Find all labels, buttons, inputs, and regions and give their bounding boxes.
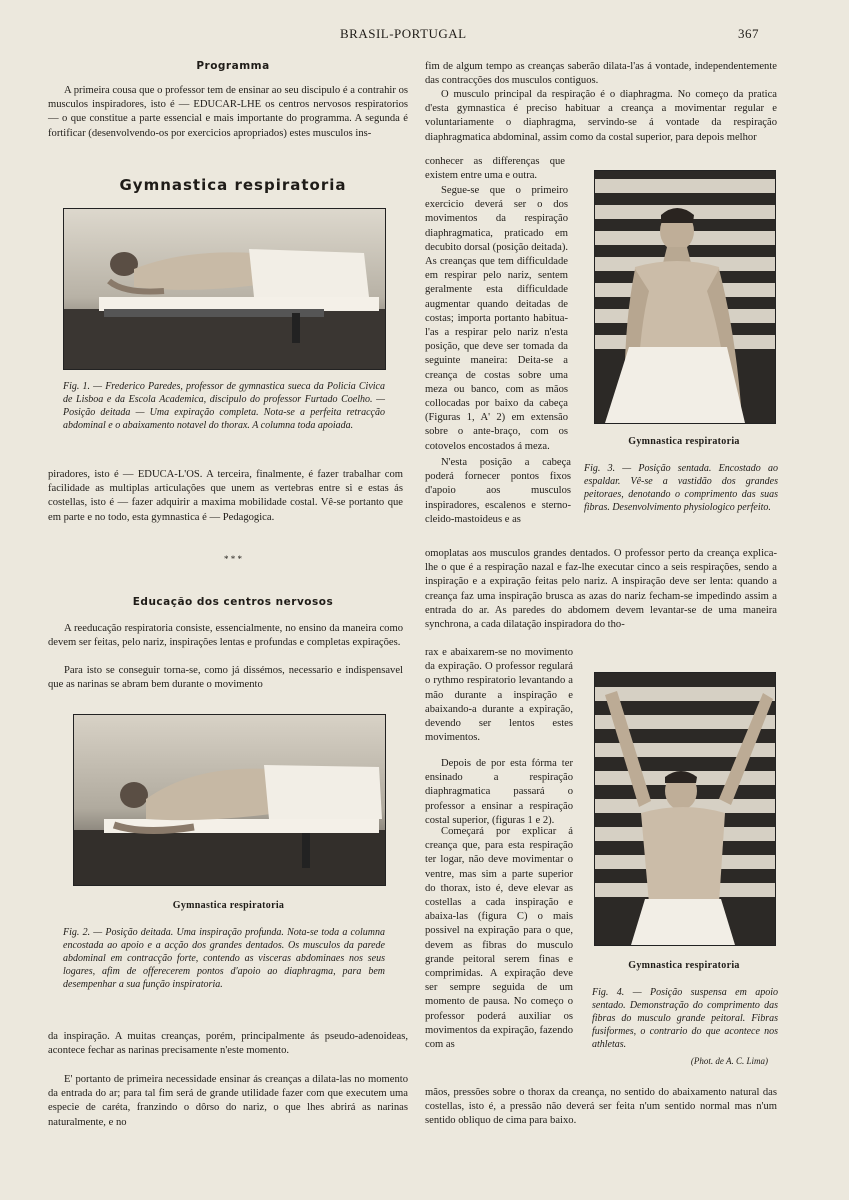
paragraph: A reeducação respiratoria consiste, essencialmente, no ensino da maneira como devem ser feitas, pelo nariz, inspirações lentas e profundas e completas expirações. [48,623,403,649]
paragraph: Para isto se conseguir torna-se, como já dissémos, necessario e indispensavel que as narinas se abram bem durante o movimento [48,665,403,691]
page-number: 367 [738,26,759,41]
main-title: Gymnastica respiratoria [119,176,347,194]
figure-3-caption: Fig. 3. — Posição sentada. Encostado ao espaldar. Vê-se a vastidão dos grandes peitoraes, denotando o comprimento das suas fibras. Desenvolvimento physiologico perfeito. [584,463,778,513]
figure-2-title: Gymnastica respiratoria [172,900,285,911]
paragraph: N'esta posição a cabeça poderá fornecer pontos fixos d'apoio aos musculos inspiradores, escalenos e sterno-cleido-mastoideus e as [425,457,571,525]
paragraph: da inspiração. A muitas creanças, porém, principalmente ás pseudo-adenoideas, acontece fechar as narinas precisamente n'este momento. [48,1031,408,1057]
paragraph: Depois de por esta fórma ter ensinado a respiração diaphragmatica passará o professor a ensinar a respiração costal superior, (figuras 1 e 2). [425,758,573,826]
section-separator-stars: * * * [224,554,242,564]
paragraph: rax e abaixarem-se no movimento da expiração. O professor regulará o rythmo respiratorio levantando a mão durante a inspiração e abaixando-a durante a expiração, devendo ser lentos estes movimentos. [425,647,573,744]
paragraph: conhecer as differenças que existem entre uma e outra. [425,156,565,182]
figure-2-photo [73,714,386,886]
section-title-programma: Programma [196,60,270,72]
paragraph: A primeira cousa que o professor tem de ensinar ao seu discipulo é a contrahir os musculos inspiradores, isto é — EDUCAR-LHE os centros nervosos respiratorios — o que constitue a parte essencial e mais importante do programma. A segunda é fortificar (desenvolvendo-os por exercicios apropriados) estes musculos ins- [48,85,408,139]
figure-4-title: Gymnastica respiratoria [628,960,740,971]
figure-4-photo [594,672,776,946]
section-title-educacao: Educação dos centros nervosos [132,596,334,608]
paragraph: O musculo principal da respiração é o diaphragma. No começo da pratica d'esta gymnastica é preciso habituar a creança a movimentar regular e voluntariamente o diaphragma, servindo-se á vontade da respiração diaphragmatica abdominal, assim como da costal superior, para depois melhor [425,89,777,143]
paragraph: fim de algum tempo as creanças saberão dilata-l'as á vontade, independentemente das contracções dos musculos contiguos. [425,61,777,87]
journal-title: BRASIL-PORTUGAL [340,26,467,41]
figure-3-photo [594,170,776,424]
paragraph: E' portanto de primeira necessidade ensinar ás creanças a dilata-las no momento da entrada do ar; para tal fim será de grande utilidade fazer com que executem uma especie de caréta, franzindo o dôrso do nariz, o que lhes abrirá as narinas naturalmente, e no [48,1074,408,1128]
figure-2-caption: Fig. 2. — Posição deitada. Uma inspiração profunda. Nota-se toda a columna encostada ao apoio e a acção dos grandes dentados. Os musculos da parede abdominal em contracção forte, contendo as visceras abdominaes nos seus logares, afim de offerecerem pontos d'apoio ao diaphragma, para bem desempenhar a sua função inspiratoria. [63,927,385,990]
paragraph: piradores, isto é — EDUCA-L'OS. A terceira, finalmente, é fazer trabalhar com facilidade as multiplas articulações que unem as vertebras entre si e estas ás costellas, isto é — fazer adquirir a maxima mobilidade costal. Vê-se portanto que em parte e no todo, esta gymnastica é — Pedagogica. [48,469,403,523]
figure-4-caption: Fig. 4. — Posição suspensa em apoio sentado. Demonstração do comprimento das fibras do musculo grande peitoral. Fibras fusiformes, o contrario do que acontece nos athletas. [592,987,778,1050]
paragraph: omoplatas aos musculos grandes dentados. O professor perto da creança explica-lhe o que é a respiração nazal e faz-lhe executar cinco a seis respirações, sendo a inspiração e a expiração feitas pelo nariz. A inspiração deve ser lenta: quando a creança faz uma inspiração brusca as azas do nariz fecham-se impedindo assim a entrada do ar. As paredes do abdomem devem levantar-se de uma maneira synchrona, a cada dilatação inspiradora do tho- [425,548,777,631]
paragraph: Começará por explicar á creança que, para esta respiração ter logar, não deve movimentar o ventre, mas sim a parte superior do thorax, isto é, deve elevar as costellas a cada inspiração e abaixa-las (figura C) o mais possivel na expiração para o que, devem as fibras do musculo grande peitoral serem finas e comprimidas. A expiração deve ser sempre seguida de um momento de pausa. No começo o professor poderá auxiliar os movimentos da expiração, fazendo com as [425,826,573,1051]
photo-credit: (Phot. de A. C. Lima) [690,1056,768,1066]
paragraph: mãos, pressões sobre o thorax da creança, no sentido do abaixamento natural das costellas, isto é, a pressão não deverá ser feita n'um sentido normal mas n'um sentido obliquo de cima para baixo. [425,1087,777,1127]
figure-1-caption: Fig. 1. — Frederico Paredes, professor de gymnastica sueca da Policia Civica de Lisboa e da Escola Academica, discipulo do professor Furtado Coelho. — Posição deitada — Uma expiração completa. Nota-se a perfeita retracção abdominal e o abaixamento notavel do thorax. A columna toda apoiada. [63,381,385,431]
figure-3-title: Gymnastica respiratoria [628,436,740,447]
paragraph: Segue-se que o primeiro exercicio deverá ser o dos movimentos da respiração diaphragmatica, praticado em decubito dorsal (posição deitada). As creanças que tem difficuldade em respirar pelo nariz, sentem geralmente esta difficuldade augmentar quando deitadas de costas; importa portanto habitua-l'as a respirar pelo nariz n'esta posição, que deve ser tomada da seguinte maneira: Deita-se a creança de costas sobre uma meza ou banco, com as mãos collocadas por baixo da cabeça (Figuras 1, A' 2) em extensão sobre o ante-braço, com os cotovelos encostados á meza. [425,185,568,452]
figure-1-photo [63,208,386,370]
